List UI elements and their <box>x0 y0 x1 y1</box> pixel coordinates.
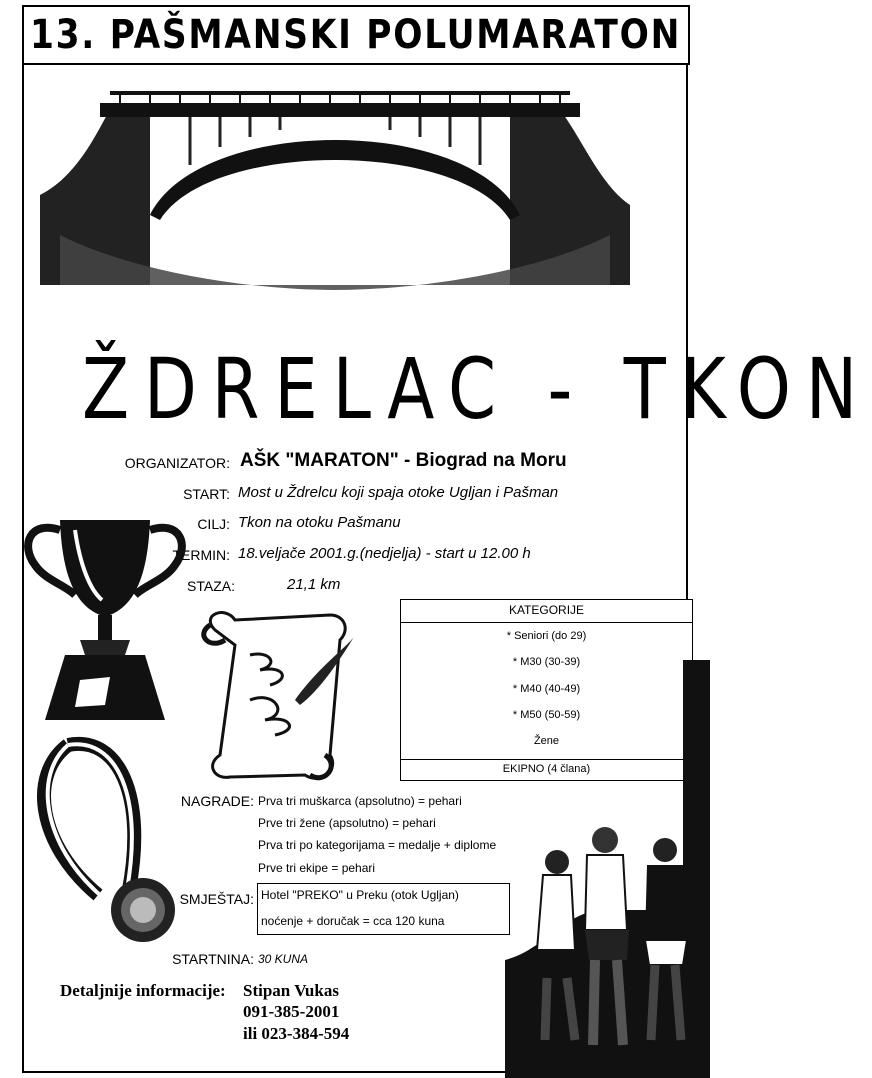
start-label: START: <box>183 486 230 502</box>
team-category: EKIPNO (4 člana) <box>502 763 591 775</box>
organizer-label: ORGANIZATOR: <box>124 455 230 471</box>
distance-label: STAZA: <box>187 578 235 594</box>
medal-illustration <box>28 735 178 950</box>
categories-divider <box>401 622 692 623</box>
distance-value: 21,1 km <box>287 576 341 593</box>
date-value: 18.veljače 2001.g.(nedjelja) - start u 12.00 h <box>238 545 531 562</box>
award-item: Prve tri ekipe = pehari <box>258 861 376 875</box>
accommodation-price: noćenje + doručak = cca 120 kuna <box>261 914 445 928</box>
contact-phone: ili 023-384-594 <box>243 1024 350 1043</box>
award-item: Prva tri po kategorijama = medalje + diplome <box>258 838 497 852</box>
start-value: Most u Ždrelcu koji spaja otoke Ugljan i Pašman <box>238 484 559 501</box>
title-box <box>22 5 690 65</box>
route-heading: ŽDRELAC - TKON <box>81 340 872 438</box>
contact-name: Stipan Vukas <box>243 981 339 1000</box>
accommodation-hotel: Hotel "PREKO" u Preku (otok Ugljan) <box>261 888 459 902</box>
category-item: * M30 (30-39) <box>512 656 581 668</box>
runners-photo <box>505 660 710 1078</box>
info-label: Detaljnije informacije: <box>60 981 226 1000</box>
fee-label: STARTNINA: <box>172 951 254 967</box>
finish-value: Tkon na otoku Pašmanu <box>238 514 401 531</box>
finish-label: CILJ: <box>197 516 230 532</box>
award-item: Prve tri žene (apsolutno) = pehari <box>258 816 436 830</box>
date-label: TERMIN: <box>172 547 230 563</box>
category-item: Žene <box>533 735 560 747</box>
accommodation-label: SMJEŠTAJ: <box>179 891 254 907</box>
category-item: * Seniori (do 29) <box>506 630 587 642</box>
fee-value: 30 KUNA <box>258 952 309 966</box>
scroll-quill-illustration <box>190 605 365 785</box>
bridge-illustration <box>40 85 630 300</box>
category-item: * M50 (50-59) <box>512 709 581 721</box>
poster-title: 13. PAŠMANSKI POLUMARATON <box>30 12 682 58</box>
category-item: * M40 (40-49) <box>512 683 581 695</box>
award-item: Prva tri muškarca (apsolutno) = pehari <box>258 794 462 808</box>
awards-label: NAGRADE: <box>180 793 254 809</box>
trophy-cup-illustration <box>20 505 190 730</box>
contact-phone: 091-385-2001 <box>243 1002 340 1021</box>
categories-header: KATEGORIJE <box>508 603 585 617</box>
accommodation-box <box>257 883 510 935</box>
organizer-value: AŠK "MARATON" - Biograd na Moru <box>240 450 567 471</box>
